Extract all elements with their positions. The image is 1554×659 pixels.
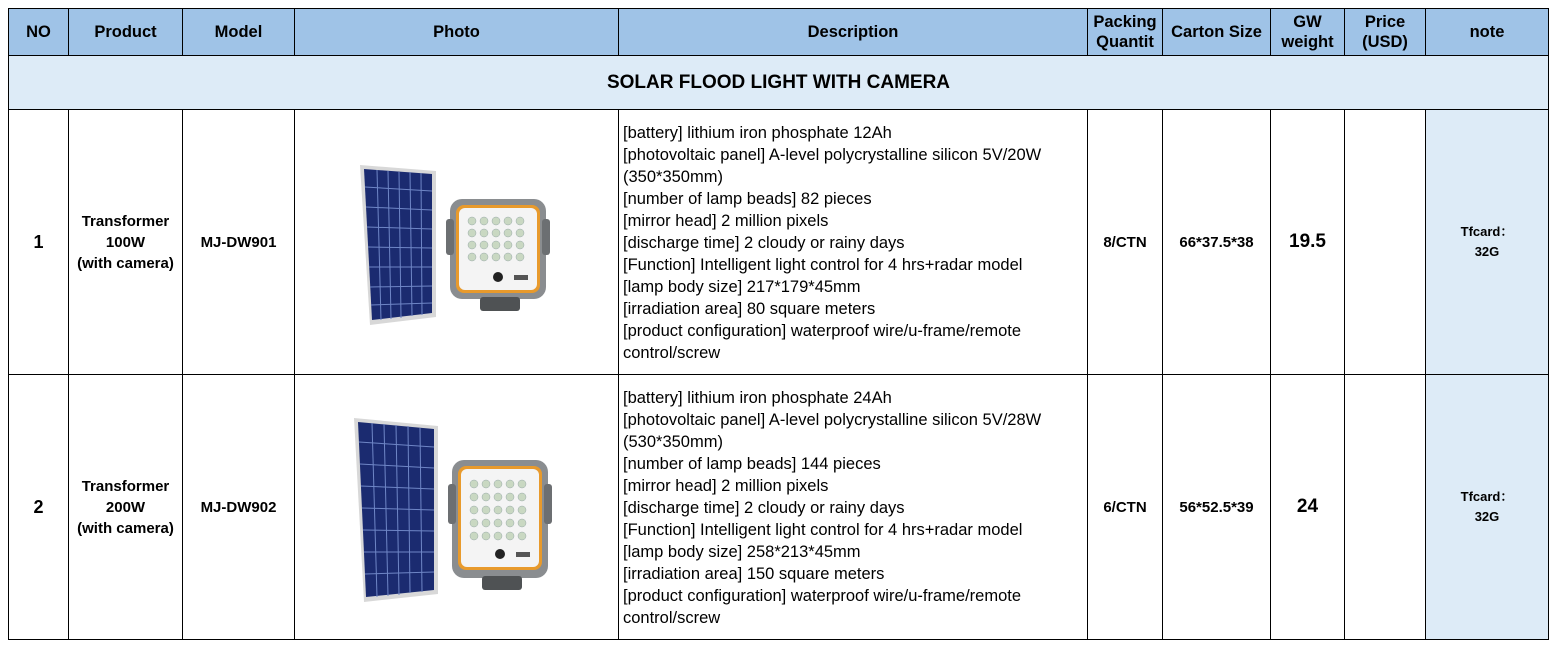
- header-note: note: [1426, 9, 1549, 56]
- header-row: [9, 9, 1549, 56]
- note-line: Tfcard：: [1460, 224, 1514, 239]
- description-line: [product configuration] waterproof wire/u-frame/remote: [623, 322, 1022, 340]
- row-model: MJ-DW902: [183, 375, 295, 640]
- description-line: [irradiation area] 150 square meters: [623, 565, 885, 583]
- note-line: 32G: [1474, 244, 1500, 259]
- row-price: [1345, 375, 1426, 640]
- header-description: Description: [619, 9, 1088, 56]
- table-row: [9, 110, 1549, 375]
- header-gw-line1: GW: [1293, 13, 1322, 31]
- header-price-line2: (USD): [1362, 33, 1408, 51]
- header-photo: Photo: [295, 9, 619, 56]
- description-line: [number of lamp beads] 144 pieces: [623, 455, 881, 473]
- table-row: [9, 375, 1549, 640]
- header-price: [1345, 9, 1426, 56]
- description-line: [photovoltaic panel] A-level polycrystalline silicon 5V/20W: [623, 146, 1042, 164]
- row-product: [69, 375, 183, 640]
- price-sheet: [8, 8, 1549, 640]
- header-price-line1: Price: [1364, 13, 1406, 31]
- description-line: control/screw: [623, 344, 721, 362]
- header-gw: [1271, 9, 1345, 56]
- description-line: control/screw: [623, 609, 721, 627]
- flood-lamp-icon: [446, 199, 550, 311]
- description-line: [mirror head] 2 million pixels: [623, 477, 829, 495]
- row-price: [1345, 110, 1426, 375]
- header-carton: Carton Size: [1163, 9, 1271, 56]
- description-line: [irradiation area] 80 square meters: [623, 300, 876, 318]
- row-description: [619, 375, 1088, 640]
- description-line: [discharge time] 2 cloudy or rainy days: [623, 499, 905, 517]
- product-line: Transformer: [81, 477, 170, 495]
- description-line: [product configuration] waterproof wire/u-frame/remote: [623, 587, 1022, 605]
- description-line: [photovoltaic panel] A-level polycrystalline silicon 5V/28W: [623, 411, 1042, 429]
- description-line: (530*350mm): [623, 433, 723, 451]
- section-title: SOLAR FLOOD LIGHT WITH CAMERA: [9, 56, 1549, 110]
- description-line: [Function] Intelligent light control for 4 hrs+radar model: [623, 521, 1023, 539]
- row-no: 1: [9, 110, 69, 375]
- row-gw: 19.5: [1271, 110, 1345, 375]
- solar-panel-icon: [360, 165, 436, 325]
- row-carton: 56*52.5*39: [1163, 375, 1271, 640]
- description-line: [Function] Intelligent light control for 4 hrs+radar model: [623, 256, 1023, 274]
- description-line: [battery] lithium iron phosphate 24Ah: [623, 389, 892, 407]
- row-note: [1426, 110, 1549, 375]
- product-line: 100W: [105, 233, 146, 251]
- header-gw-line2: weight: [1281, 33, 1334, 51]
- solar-panel-icon: [354, 418, 438, 602]
- flood-lamp-icon: [448, 460, 552, 590]
- product-line: Transformer: [81, 212, 170, 230]
- solar-flood-light-camera-icon: [352, 157, 562, 327]
- row-description: [619, 110, 1088, 375]
- header-model: Model: [183, 9, 295, 56]
- section-row: [9, 56, 1549, 110]
- note-line: 32G: [1474, 509, 1500, 524]
- description-line: [mirror head] 2 million pixels: [623, 212, 829, 230]
- description-line: [lamp body size] 217*179*45mm: [623, 278, 861, 296]
- description-line: [battery] lithium iron phosphate 12Ah: [623, 124, 892, 142]
- header-packing-line1: Packing: [1093, 13, 1157, 31]
- product-line: 200W: [105, 498, 146, 516]
- description-line: (350*350mm): [623, 168, 723, 186]
- solar-flood-light-camera-icon: [352, 412, 562, 602]
- product-line: (with camera): [77, 519, 174, 537]
- description-line: [number of lamp beads] 82 pieces: [623, 190, 872, 208]
- header-packing-line2: Quantit: [1096, 33, 1154, 51]
- row-photo: [295, 110, 619, 375]
- row-note: [1426, 375, 1549, 640]
- description-line: [discharge time] 2 cloudy or rainy days: [623, 234, 905, 252]
- row-gw: 24: [1271, 375, 1345, 640]
- header-packing: [1088, 9, 1163, 56]
- row-packing: 6/CTN: [1088, 375, 1163, 640]
- row-photo: [295, 375, 619, 640]
- row-model: MJ-DW901: [183, 110, 295, 375]
- description-line: [lamp body size] 258*213*45mm: [623, 543, 861, 561]
- row-packing: 8/CTN: [1088, 110, 1163, 375]
- row-carton: 66*37.5*38: [1163, 110, 1271, 375]
- header-product: Product: [69, 9, 183, 56]
- note-line: Tfcard：: [1460, 489, 1514, 504]
- header-no: NO: [9, 9, 69, 56]
- product-line: (with camera): [77, 254, 174, 272]
- row-product: [69, 110, 183, 375]
- product-table: [8, 8, 1549, 640]
- row-no: 2: [9, 375, 69, 640]
